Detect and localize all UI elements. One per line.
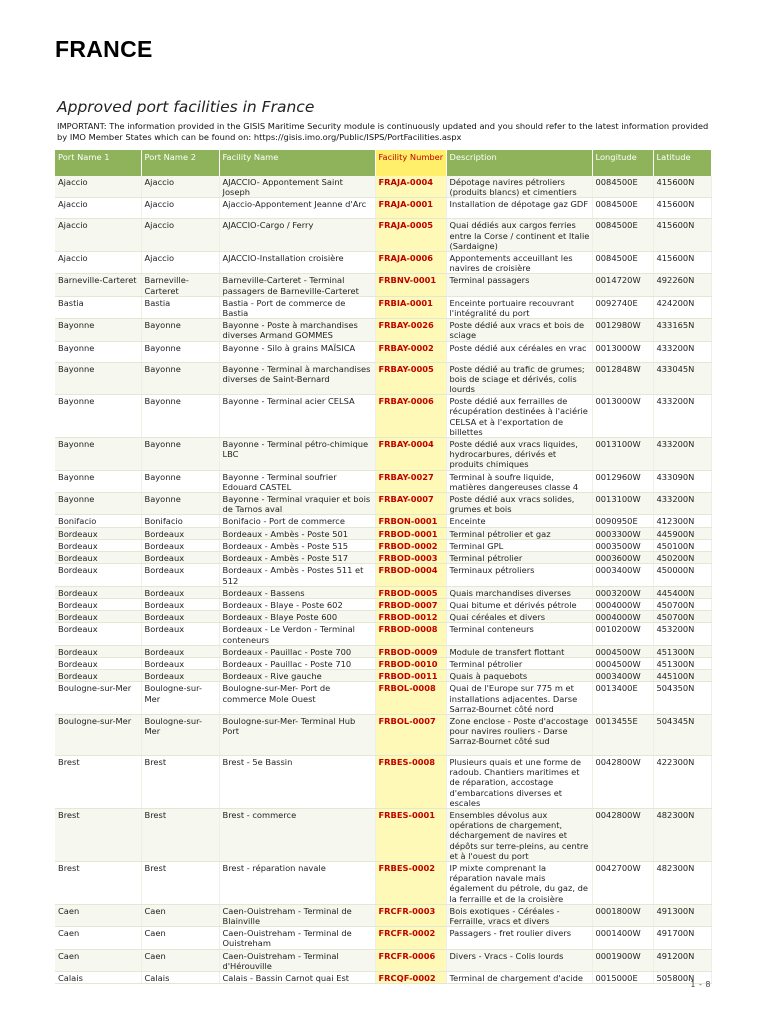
table-row (55, 438, 711, 471)
facility-name-cell: AJACCIO-Installation croisière (219, 252, 375, 274)
port-name-1-cell: Bayonne (55, 470, 141, 492)
longitude-cell: 0013100W (592, 493, 653, 515)
latitude-cell: 412300N (653, 515, 711, 527)
facility-number-cell: FRBAY-0002 (375, 341, 446, 362)
facility-name-cell: Bordeaux - Ambès - Poste 515 (219, 539, 375, 551)
description-cell: Quai dédiés aux cargos ferries entre la Corse / continent et Italie (Sardaigne) (446, 219, 592, 252)
table-row (55, 362, 711, 395)
longitude-cell: 0042800W (592, 808, 653, 861)
port-name-1-cell: Brest (55, 755, 141, 808)
table-row (55, 341, 711, 362)
longitude-cell: 0090950E (592, 515, 653, 527)
port-name-1-cell: Bordeaux (55, 670, 141, 682)
port-name-2-cell: Ajaccio (141, 198, 219, 219)
facility-name-cell: Boulogne-sur-Mer- Port de commerce Mole Ouest (219, 682, 375, 715)
port-name-2-cell: Caen (141, 949, 219, 971)
port-name-1-cell: Bordeaux (55, 586, 141, 598)
port-name-1-cell: Bordeaux (55, 552, 141, 564)
table-row (55, 670, 711, 682)
description-cell: Poste dédié aux vracs liquides, hydrocarbures, dérivés et produits chimiques (446, 438, 592, 471)
description-cell: Enceinte portuaire recouvrant l'intégralité du port (446, 296, 592, 318)
facility-number-cell: FRAJA-0001 (375, 198, 446, 219)
port-name-1-cell: Boulogne-sur-Mer (55, 682, 141, 715)
port-name-2-cell: Bordeaux (141, 670, 219, 682)
facility-name-cell: Bayonne - Poste à marchandises diverses Armand GOMMES (219, 319, 375, 341)
longitude-cell: 0084500E (592, 252, 653, 274)
description-cell: Zone enclose - Poste d'accostage pour navires rouliers - Darse Sarraz-Bournet côté sud (446, 714, 592, 755)
table-row (55, 904, 711, 926)
table-header-row (55, 150, 711, 176)
facility-number-cell: FRBOD-0004 (375, 564, 446, 586)
facility-name-cell: Bayonne - Terminal à marchandises diverses de Saint-Bernard (219, 362, 375, 395)
longitude-cell: 0003500W (592, 539, 653, 551)
latitude-cell: 433200N (653, 493, 711, 515)
table-row (55, 527, 711, 539)
latitude-cell: 450000N (653, 564, 711, 586)
longitude-cell: 0004000W (592, 598, 653, 610)
facility-name-cell: Brest - 5e Bassin (219, 755, 375, 808)
port-name-1-cell: Bastia (55, 296, 141, 318)
facility-number-cell: FRBAY-0005 (375, 362, 446, 395)
facility-number-cell: FRBOD-0012 (375, 611, 446, 623)
longitude-cell: 0084500E (592, 219, 653, 252)
port-name-1-cell: Bayonne (55, 341, 141, 362)
latitude-cell: 415600N (653, 252, 711, 274)
latitude-cell: 433200N (653, 341, 711, 362)
facility-name-cell: Brest - réparation navale (219, 861, 375, 904)
facility-number-cell: FRAJA-0004 (375, 176, 446, 198)
facility-number-cell: FRCFR-0003 (375, 904, 446, 926)
page-title: FRANCE (55, 36, 153, 62)
latitude-cell: 504350N (653, 682, 711, 715)
facility-number-cell: FRBOD-0011 (375, 670, 446, 682)
header-facility-name: Facility Name (219, 150, 375, 176)
latitude-cell: 450700N (653, 611, 711, 623)
port-name-2-cell: Ajaccio (141, 219, 219, 252)
table-row (55, 564, 711, 586)
table-row (55, 949, 711, 971)
port-name-2-cell: Bordeaux (141, 611, 219, 623)
port-name-1-cell: Ajaccio (55, 176, 141, 198)
latitude-cell: 415600N (653, 219, 711, 252)
header-description: Description (446, 150, 592, 176)
longitude-cell: 0013455E (592, 714, 653, 755)
port-name-2-cell: Boulogne-sur-Mer (141, 714, 219, 755)
longitude-cell: 0084500E (592, 176, 653, 198)
longitude-cell: 0003400W (592, 670, 653, 682)
longitude-cell: 0004000W (592, 611, 653, 623)
facility-name-cell: Bordeaux - Ambès - Poste 501 (219, 527, 375, 539)
description-cell: Appontements acceuillant les navires de croisière (446, 252, 592, 274)
port-name-2-cell: Brest (141, 861, 219, 904)
latitude-cell: 433200N (653, 438, 711, 471)
port-name-1-cell: Bordeaux (55, 623, 141, 645)
description-cell: Plusieurs quais et une forme de radoub. Chantiers maritimes et de réparation, accostage d'embarcations diverses et escales (446, 755, 592, 808)
facility-number-cell: FRBAY-0027 (375, 470, 446, 492)
port-name-1-cell: Calais (55, 972, 141, 984)
facility-number-cell: FRBOD-0009 (375, 645, 446, 657)
latitude-cell: 424200N (653, 296, 711, 318)
latitude-cell: 422300N (653, 755, 711, 808)
facility-name-cell: Bayonne - Terminal pétro-chimique LBC (219, 438, 375, 471)
description-cell: Quais marchandises diverses (446, 586, 592, 598)
port-name-2-cell: Bayonne (141, 341, 219, 362)
description-cell: Enceinte (446, 515, 592, 527)
port-name-1-cell: Ajaccio (55, 198, 141, 219)
port-name-2-cell: Bordeaux (141, 586, 219, 598)
table-row (55, 319, 711, 341)
port-name-1-cell: Brest (55, 808, 141, 861)
facility-name-cell: Bastia - Port de commerce de Bastia (219, 296, 375, 318)
port-name-1-cell: Caen (55, 927, 141, 949)
description-cell: Poste dédié aux ferrailles de récupération destinées à l'aciérie CELSA et à l'exportation de billettes (446, 395, 592, 438)
facility-number-cell: FRAJA-0005 (375, 219, 446, 252)
port-name-2-cell: Bayonne (141, 493, 219, 515)
port-name-1-cell: Bayonne (55, 493, 141, 515)
port-facilities-table (55, 150, 712, 984)
description-cell: Installation de dépotage gaz GDF (446, 198, 592, 219)
description-cell: Quais à paquebots (446, 670, 592, 682)
facility-number-cell: FRBAY-0026 (375, 319, 446, 341)
port-name-2-cell: Bordeaux (141, 552, 219, 564)
port-name-1-cell: Caen (55, 904, 141, 926)
latitude-cell: 450200N (653, 552, 711, 564)
latitude-cell: 450100N (653, 539, 711, 551)
table-row (55, 586, 711, 598)
facility-number-cell: FRBON-0001 (375, 515, 446, 527)
description-cell: Poste dédié au trafic de grumes; bois de sciage et dérivés, colis lourds (446, 362, 592, 395)
longitude-cell: 0001800W (592, 904, 653, 926)
port-name-2-cell: Brest (141, 755, 219, 808)
port-name-2-cell: Bayonne (141, 362, 219, 395)
table-row (55, 470, 711, 492)
latitude-cell: 491200N (653, 949, 711, 971)
facility-name-cell: Bonifacio - Port de commerce (219, 515, 375, 527)
table-row (55, 682, 711, 715)
port-name-2-cell: Bordeaux (141, 598, 219, 610)
latitude-cell: 482300N (653, 861, 711, 904)
description-cell: Poste dédié aux vracs et bois de sciage (446, 319, 592, 341)
port-name-2-cell: Bayonne (141, 438, 219, 471)
port-name-2-cell: Boulogne-sur-Mer (141, 682, 219, 715)
facility-name-cell: Caen-Ouistreham - Terminal d'Hérouville (219, 949, 375, 971)
latitude-cell: 453200N (653, 623, 711, 645)
longitude-cell: 0001400W (592, 927, 653, 949)
latitude-cell: 504345N (653, 714, 711, 755)
longitude-cell: 0084500E (592, 198, 653, 219)
latitude-cell: 491700N (653, 927, 711, 949)
port-name-2-cell: Bordeaux (141, 539, 219, 551)
port-name-2-cell: Barneville-Carteret (141, 274, 219, 296)
port-name-2-cell: Caen (141, 927, 219, 949)
port-name-1-cell: Brest (55, 861, 141, 904)
table-row (55, 657, 711, 669)
facility-name-cell: Bordeaux - Blaye - Poste 602 (219, 598, 375, 610)
port-name-2-cell: Bordeaux (141, 657, 219, 669)
important-notice: IMPORTANT: The information provided in the GISIS Maritime Security module is continuously updated and you should refer to the latest information provided by IMO Member States which can be found on: https://gisis.imo.org/Public/ISPS/PortFacilities.aspx (57, 121, 709, 142)
description-cell: Terminal de chargement d'acide (446, 972, 592, 984)
facility-name-cell: Brest - commerce (219, 808, 375, 861)
longitude-cell: 0013400E (592, 682, 653, 715)
facility-number-cell: FRBAY-0004 (375, 438, 446, 471)
latitude-cell: 433045N (653, 362, 711, 395)
latitude-cell: 433090N (653, 470, 711, 492)
facility-name-cell: Bayonne - Terminal acier CELSA (219, 395, 375, 438)
port-name-1-cell: Bayonne (55, 319, 141, 341)
latitude-cell: 415600N (653, 176, 711, 198)
table-row (55, 176, 711, 198)
port-name-2-cell: Ajaccio (141, 252, 219, 274)
description-cell: Dépotage navires pétroliers (produits blancs) et cimentiers (446, 176, 592, 198)
facility-name-cell: Bordeaux - Ambès - Postes 511 et 512 (219, 564, 375, 586)
header-latitude: Latitude (653, 150, 711, 176)
longitude-cell: 0012960W (592, 470, 653, 492)
facility-number-cell: FRBNV-0001 (375, 274, 446, 296)
port-name-2-cell: Bordeaux (141, 645, 219, 657)
port-name-1-cell: Ajaccio (55, 219, 141, 252)
table-row (55, 972, 711, 984)
longitude-cell: 0042700W (592, 861, 653, 904)
longitude-cell: 0004500W (592, 645, 653, 657)
facility-name-cell: Calais - Bassin Carnot quai Est (219, 972, 375, 984)
port-name-1-cell: Bayonne (55, 438, 141, 471)
table-row (55, 645, 711, 657)
facility-name-cell: Bordeaux - Blaye Poste 600 (219, 611, 375, 623)
latitude-cell: 492260N (653, 274, 711, 296)
table-row (55, 714, 711, 755)
facility-name-cell: Bordeaux - Le Verdon - Terminal conteneurs (219, 623, 375, 645)
facility-name-cell: Bayonne - Silo à grains MAÏSICA (219, 341, 375, 362)
facility-name-cell: Bordeaux - Rive gauche (219, 670, 375, 682)
table-row (55, 755, 711, 808)
description-cell: Terminaux pétroliers (446, 564, 592, 586)
facility-number-cell: FRBOD-0002 (375, 539, 446, 551)
longitude-cell: 0010200W (592, 623, 653, 645)
facility-number-cell: FRBAY-0007 (375, 493, 446, 515)
description-cell: Quai céréales et divers (446, 611, 592, 623)
facility-number-cell: FRBES-0008 (375, 755, 446, 808)
facility-number-cell: FRBOL-0007 (375, 714, 446, 755)
facility-name-cell: Barneville-Carteret - Terminal passagers de Barneville-Carteret (219, 274, 375, 296)
description-cell: Poste dédié aux vracs solides, grumes et bois (446, 493, 592, 515)
header-port-name-2: Port Name 2 (141, 150, 219, 176)
facility-number-cell: FRBOD-0005 (375, 586, 446, 598)
description-cell: Passagers - fret roulier divers (446, 927, 592, 949)
facility-name-cell: Caen-Ouistreham - Terminal de Ouistreham (219, 927, 375, 949)
longitude-cell: 0092740E (592, 296, 653, 318)
description-cell: Poste dédié aux céréales en vrac (446, 341, 592, 362)
facility-name-cell: Caen-Ouistreham - Terminal de Blainville (219, 904, 375, 926)
facility-name-cell: AJACCIO- Appontement Saint Joseph (219, 176, 375, 198)
facility-number-cell: FRBOD-0008 (375, 623, 446, 645)
port-name-1-cell: Bordeaux (55, 527, 141, 539)
port-name-1-cell: Bayonne (55, 362, 141, 395)
longitude-cell: 0014720W (592, 274, 653, 296)
table-row (55, 552, 711, 564)
table-row (55, 539, 711, 551)
longitude-cell: 0003300W (592, 527, 653, 539)
port-name-2-cell: Calais (141, 972, 219, 984)
facility-name-cell: Boulogne-sur-Mer- Terminal Hub Port (219, 714, 375, 755)
description-cell: Terminal pétrolier (446, 657, 592, 669)
table-row (55, 296, 711, 318)
latitude-cell: 505800N (653, 972, 711, 984)
latitude-cell: 482300N (653, 808, 711, 861)
longitude-cell: 0013100W (592, 438, 653, 471)
latitude-cell: 451300N (653, 657, 711, 669)
facility-number-cell: FRCQF-0002 (375, 972, 446, 984)
table-row (55, 252, 711, 274)
longitude-cell: 0015000E (592, 972, 653, 984)
section-subtitle: Approved port facilities in France (57, 98, 315, 116)
port-name-1-cell: Bordeaux (55, 539, 141, 551)
table-row (55, 274, 711, 296)
longitude-cell: 0012848W (592, 362, 653, 395)
facility-name-cell: Bayonne - Terminal soufrier Edouard CASTEL (219, 470, 375, 492)
port-name-1-cell: Bordeaux (55, 611, 141, 623)
description-cell: Terminal passagers (446, 274, 592, 296)
facility-name-cell: Ajaccio-Appontement Jeanne d'Arc (219, 198, 375, 219)
facility-number-cell: FRBAY-0006 (375, 395, 446, 438)
port-name-2-cell: Bordeaux (141, 564, 219, 586)
port-name-2-cell: Brest (141, 808, 219, 861)
longitude-cell: 0003400W (592, 564, 653, 586)
facility-number-cell: FRBES-0002 (375, 861, 446, 904)
port-name-1-cell: Bordeaux (55, 657, 141, 669)
port-name-1-cell: Bordeaux (55, 598, 141, 610)
port-name-2-cell: Bastia (141, 296, 219, 318)
port-name-1-cell: Bonifacio (55, 515, 141, 527)
facility-name-cell: AJACCIO-Cargo / Ferry (219, 219, 375, 252)
port-name-1-cell: Bayonne (55, 395, 141, 438)
facility-number-cell: FRBOL-0008 (375, 682, 446, 715)
port-name-1-cell: Barneville-Carteret (55, 274, 141, 296)
table-row (55, 927, 711, 949)
description-cell: Quai de l'Europe sur 775 m et installations adjacentes. Darse Sarraz-Bournet côté nord (446, 682, 592, 715)
description-cell: IP mixte comprenant la réparation navale mais également du pétrole, du gaz, de la ferraille et de la croisière (446, 861, 592, 904)
latitude-cell: 445100N (653, 670, 711, 682)
header-facility-number: Facility Number (375, 150, 446, 176)
description-cell: Module de transfert flottant (446, 645, 592, 657)
longitude-cell: 0013000W (592, 341, 653, 362)
table-row (55, 515, 711, 527)
longitude-cell: 0004500W (592, 657, 653, 669)
port-name-1-cell: Bordeaux (55, 564, 141, 586)
port-name-2-cell: Bordeaux (141, 623, 219, 645)
table-row (55, 395, 711, 438)
table-row (55, 808, 711, 861)
facility-number-cell: FRBIA-0001 (375, 296, 446, 318)
description-cell: Terminal pétrolier (446, 552, 592, 564)
latitude-cell: 433165N (653, 319, 711, 341)
facility-number-cell: FRAJA-0006 (375, 252, 446, 274)
description-cell: Divers - Vracs - Colis lourds (446, 949, 592, 971)
facility-name-cell: Bordeaux - Pauillac - Poste 710 (219, 657, 375, 669)
port-name-2-cell: Bayonne (141, 470, 219, 492)
description-cell: Terminal pétrolier et gaz (446, 527, 592, 539)
table-row (55, 623, 711, 645)
description-cell: Terminal GPL (446, 539, 592, 551)
port-name-2-cell: Bayonne (141, 395, 219, 438)
facility-number-cell: FRCFR-0006 (375, 949, 446, 971)
latitude-cell: 491300N (653, 904, 711, 926)
port-name-2-cell: Ajaccio (141, 176, 219, 198)
latitude-cell: 451300N (653, 645, 711, 657)
description-cell: Ensembles dévolus aux opérations de chargement, déchargement de navires et dépôts sur terre-pleins, au centre et à l'ouest du port (446, 808, 592, 861)
longitude-cell: 0001900W (592, 949, 653, 971)
facility-name-cell: Bordeaux - Pauillac - Poste 700 (219, 645, 375, 657)
latitude-cell: 445900N (653, 527, 711, 539)
longitude-cell: 0013000W (592, 395, 653, 438)
description-cell: Quai bitume et dérivés pétrole (446, 598, 592, 610)
facility-name-cell: Bordeaux - Ambès - Poste 517 (219, 552, 375, 564)
facility-number-cell: FRBES-0001 (375, 808, 446, 861)
header-longitude: Longitude (592, 150, 653, 176)
table-row (55, 198, 711, 219)
facility-number-cell: FRBOD-0010 (375, 657, 446, 669)
port-name-2-cell: Caen (141, 904, 219, 926)
table-row (55, 598, 711, 610)
description-cell: Bois exotiques - Céréales - Ferraille, vracs et divers (446, 904, 592, 926)
port-name-2-cell: Bayonne (141, 319, 219, 341)
table-row (55, 493, 711, 515)
description-cell: Terminal conteneurs (446, 623, 592, 645)
latitude-cell: 415600N (653, 198, 711, 219)
facility-number-cell: FRCFR-0002 (375, 927, 446, 949)
latitude-cell: 433200N (653, 395, 711, 438)
description-cell: Terminal à soufre liquide, matières dangereuses classe 4 (446, 470, 592, 492)
longitude-cell: 0003200W (592, 586, 653, 598)
longitude-cell: 0012980W (592, 319, 653, 341)
port-name-2-cell: Bordeaux (141, 527, 219, 539)
latitude-cell: 445400N (653, 586, 711, 598)
longitude-cell: 0042800W (592, 755, 653, 808)
port-name-1-cell: Ajaccio (55, 252, 141, 274)
page-number: 1 - 8 (690, 980, 711, 989)
facility-name-cell: Bordeaux - Bassens (219, 586, 375, 598)
port-name-1-cell: Bordeaux (55, 645, 141, 657)
table-row (55, 219, 711, 252)
facility-name-cell: Bayonne - Terminal vraquier et bois de Tarnos aval (219, 493, 375, 515)
longitude-cell: 0003600W (592, 552, 653, 564)
table-row (55, 861, 711, 904)
facility-number-cell: FRBOD-0007 (375, 598, 446, 610)
port-name-1-cell: Caen (55, 949, 141, 971)
facility-number-cell: FRBOD-0001 (375, 527, 446, 539)
latitude-cell: 450700N (653, 598, 711, 610)
header-port-name-1: Port Name 1 (55, 150, 141, 176)
port-name-2-cell: Bonifacio (141, 515, 219, 527)
port-name-1-cell: Boulogne-sur-Mer (55, 714, 141, 755)
table-row (55, 611, 711, 623)
facility-number-cell: FRBOD-0003 (375, 552, 446, 564)
